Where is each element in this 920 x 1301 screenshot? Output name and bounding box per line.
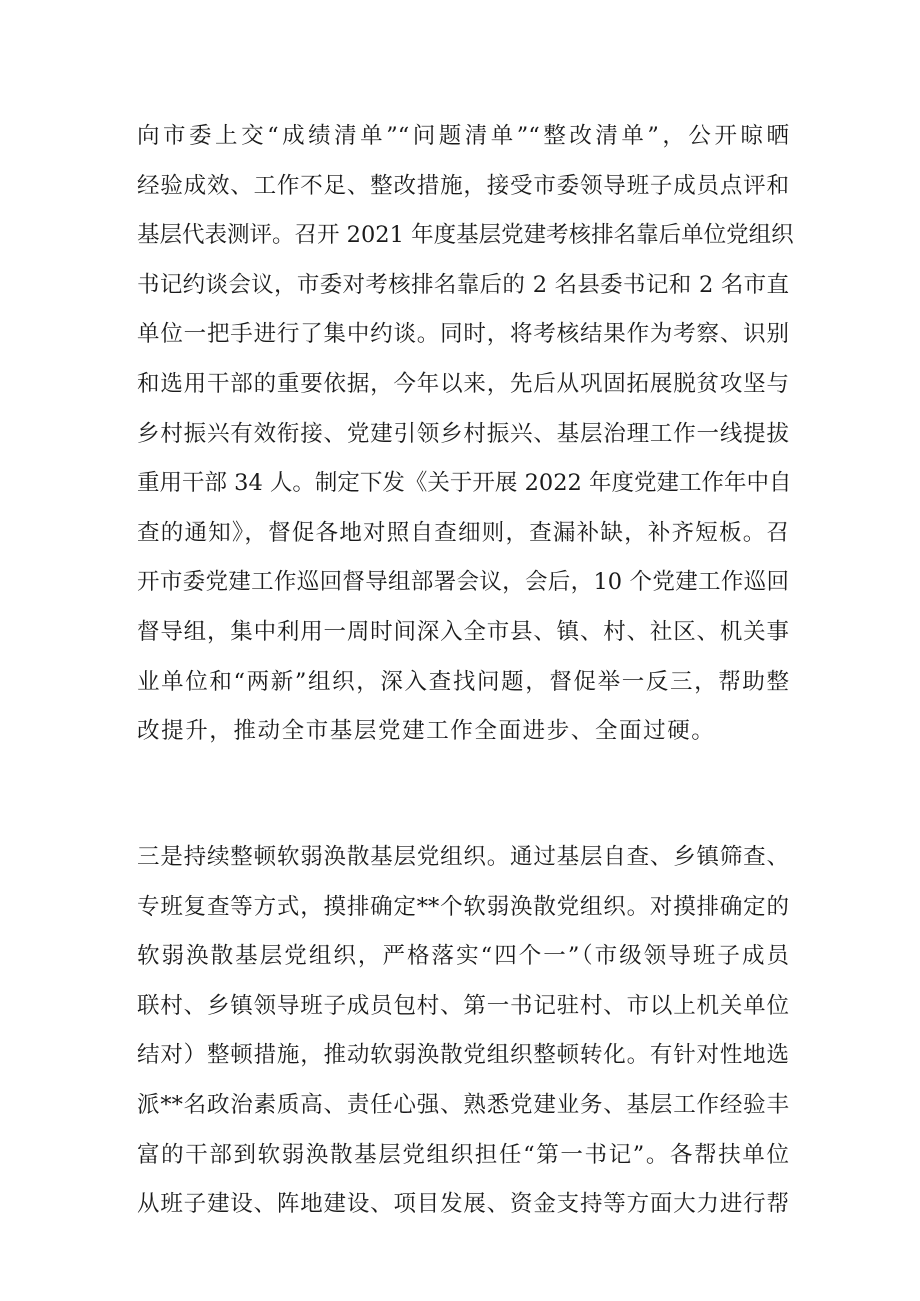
text-line: 三是持续整顿软弱涣散基层党组织。通过基层自查、乡镇筛查、 xyxy=(137,844,789,870)
text-line: 结对）整顿措施，推动软弱涣散党组织整顿转化。有针对性地选 xyxy=(137,1042,789,1069)
text-line: 软弱涣散基层党组织，严格落实“四个一”（市级领导班子成员 xyxy=(137,943,789,970)
text-line: 乡村振兴有效衔接、党建引领乡村振兴、基层治理工作一线提拔 xyxy=(137,420,789,447)
text-line: 书记约谈会议，市委对考核排名靠后的 2 名县委书记和 2 名市直 xyxy=(137,271,789,298)
text-line: 督导组，集中利用一周时间深入全市县、镇、村、社区、机关事 xyxy=(137,618,789,645)
text-line: 查的通知》，督促各地对照自查细则，查漏补缺，补齐短板。召 xyxy=(137,519,789,546)
text-line: 专班复查等方式，摸排确定**个软弱涣散党组织。对摸排确定的 xyxy=(137,893,789,920)
paragraph-rectify-weak-organizations xyxy=(137,833,789,1230)
paragraph-inspection-results xyxy=(137,112,794,757)
text-line: 单位一把手进行了集中约谈。同时，将考核结果作为考察、识别 xyxy=(137,321,789,348)
text-line: 重用干部 34 人。制定下发《关于开展 2022 年度党建工作年中自 xyxy=(137,470,792,497)
text-line: 向市委上交“成绩清单”“问题清单”“整改清单”，公开晾晒 xyxy=(137,123,789,149)
text-line: 业单位和“两新”组织，深入查找问题，督促举一反三，帮助整 xyxy=(137,668,789,695)
text-line: 派**名政治素质高、责任心强、熟悉党建业务、基层工作经验丰 xyxy=(137,1091,789,1118)
text-line: 开市委党建工作巡回督导组部署会议，会后，10 个党建工作巡回 xyxy=(137,569,789,596)
text-line: 从班子建设、阵地建设、项目发展、资金支持等方面大力进行帮 xyxy=(137,1191,789,1218)
text-line: 经验成效、工作不足、整改措施，接受市委领导班子成员点评和 xyxy=(137,172,789,199)
text-line: 改提升，推动全市基层党建工作全面进步、全面过硬。 xyxy=(137,718,716,745)
text-line: 富的干部到软弱涣散基层党组织担任“第一书记”。各帮扶单位 xyxy=(137,1141,789,1168)
text-line: 联村、乡镇领导班子成员包村、第一书记驻村、市以上机关单位 xyxy=(137,992,789,1019)
text-line: 和选用干部的重要依据，今年以来，先后从巩固拓展脱贫攻坚与 xyxy=(137,370,789,397)
text-line: 基层代表测评。召开 2021 年度基层党建考核排名靠后单位党组织 xyxy=(137,222,794,249)
